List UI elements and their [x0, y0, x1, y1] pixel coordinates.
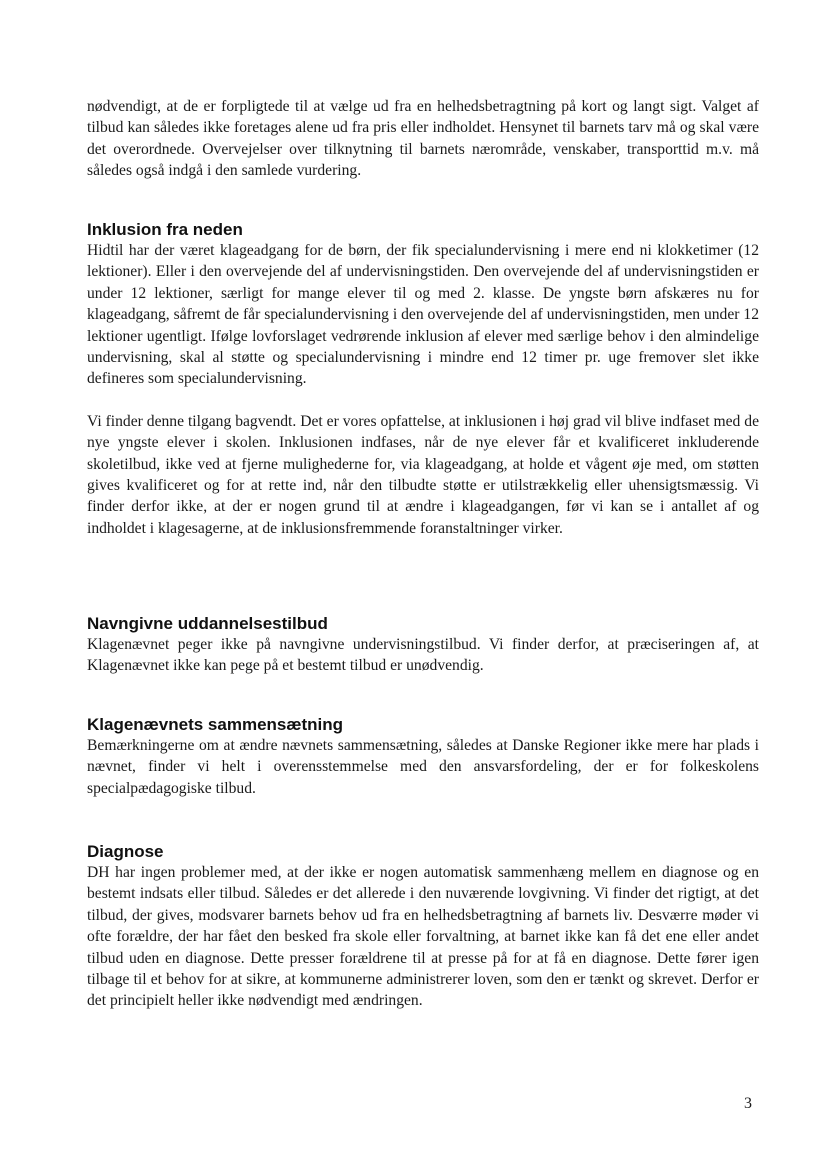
section-heading: Inklusion fra neden — [87, 220, 243, 239]
section-inklusion-fra-neden — [87, 219, 759, 539]
page-number: 3 — [744, 1095, 752, 1112]
section-heading: Navngivne uddannelsestilbud — [87, 614, 328, 633]
intro-section — [87, 96, 759, 182]
intro-paragraph: nødvendigt, at de er forpligtede til at vælge ud fra en helhedsbetragtning på kort og langt sigt. Valget af tilbud kan således ikke foretages alene ud fra pris eller indholdet. Hensynet til barnets tarv må og skal være det overordnede. Overvejelser over tilknytning til barnets nærområde, venskaber, transporttid m.v. må således også indgå i den samlede vurdering. — [87, 98, 759, 180]
section-diagnose — [87, 841, 759, 1012]
section-paragraph: Bemærkningerne om at ændre nævnets sammensætning, således at Danske Regioner ikke mere har plads i nævnet, finder vi helt i overensstemmelse med den ansvarsfordeling, der er for folkeskolens specialpædagogiske tilbud. — [87, 737, 759, 797]
section-paragraph: Klagenævnet peger ikke på navngivne undervisningstilbud. Vi finder derfor, at præciseringen af, at Klagenævnet ikke kan pege på et bestemt tilbud er unødvendig. — [87, 636, 759, 675]
section-paragraph: Hidtil har der været klageadgang for de børn, der fik specialundervisning i mere end ni klokketimer (12 lektioner). Eller i den overvejende del af undervisningstiden. Den overvejende del af undervisningstiden er under 12 lektioner, særligt for mange elever til og med 2. klasse. De yngste børn afskæres nu for klageadgang, såfremt de får specialundervisning i den overvejende del af undervisningstiden, men under 12 lektioner ugentligt. Ifølge lovforslaget vedrørende inklusion af elever med særlige behov i den almindelige undervisning, skal al støtte og specialundervisning i mindre end 12 timer pr. uge fremover slet ikke defineres som specialundervisning. — [87, 242, 759, 388]
section-klagenaevnets-sammensaetning — [87, 714, 759, 799]
section-paragraph: DH har ingen problemer med, at der ikke er nogen automatisk sammenhæng mellem en diagnose og en bestemt indsats eller tilbud. Således er det allerede i den nuværende lovgivning. Vi finder det rigtigt, at det tilbud, der gives, modsvarer barnets behov ud fra en helhedsbetragtning af barnets liv. Desværre møder vi ofte forældre, der har fået den besked fra skole eller forvaltning, at barnet ikke kan få det ene eller andet tilbud uden en diagnose. Dette presser forældrene til at presse på for at få en diagnose. Dette fører igen tilbage til et behov for at sikre, at kommunerne administrerer loven, som den er tænkt og skrevet. Derfor er det principielt heller ikke nødvendigt med ændringen. — [87, 864, 759, 1010]
section-paragraph: Vi finder denne tilgang bagvendt. Det er vores opfattelse, at inklusionen i høj grad vil blive indfaset med de nye yngste elever i skolen. Inklusionen indfases, når de nye elever får et kvalificeret inkluderende skoletilbud, ikke ved at fjerne mulighederne for, via klageadgang, at holde et vågent øje med, om støtten gives kvalificeret og for at rette ind, når den tilbudte støtte er utilstrækkelig eller uhensigtsmæssig. Vi finder derfor ikke, at der er nogen grund til at ændre i klageadgangen, før vi kan se i antallet af og indholdet i klagesagerne, at de inklusionsfremmende foranstaltninger virker. — [87, 412, 759, 537]
section-heading: Klagenævnets sammensætning — [87, 715, 344, 734]
section-heading: Diagnose — [87, 842, 164, 861]
section-navngivne-uddannelsestilbud — [87, 613, 759, 677]
